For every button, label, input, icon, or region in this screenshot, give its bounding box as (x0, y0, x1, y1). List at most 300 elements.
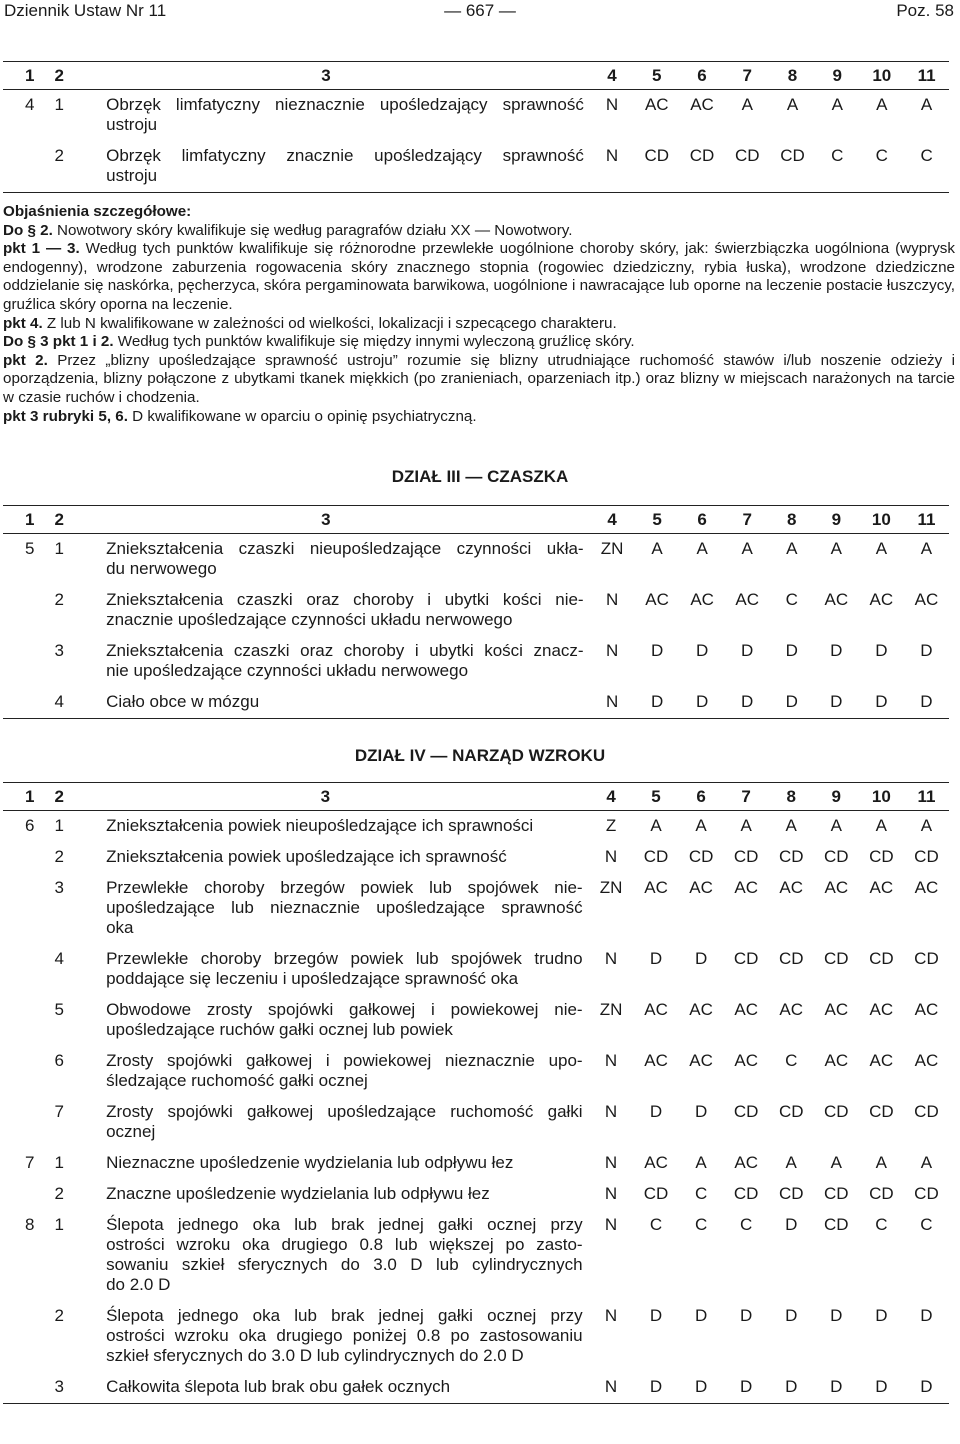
category-value: C (785, 590, 798, 609)
category-cell (859, 90, 904, 142)
journal-title: Dziennik Ustaw Nr 11 (4, 1, 167, 20)
table-row (3, 1148, 949, 1179)
category-cell (679, 141, 724, 193)
category-value: D (836, 1184, 849, 1203)
category-cell (589, 1179, 634, 1210)
column-header: 1 (3, 506, 34, 534)
category-value: D (785, 1306, 798, 1325)
category-value: C (656, 95, 669, 114)
category-cell (679, 944, 724, 995)
category-cell (725, 534, 770, 586)
condition-description (68, 995, 589, 1046)
condition-description (68, 1148, 589, 1179)
section-number (3, 1097, 34, 1148)
note-lead: Do § 2. (3, 221, 53, 239)
note-lead: pkt 3 rubryki 5, 6. (3, 407, 128, 425)
category-value: C (790, 1000, 804, 1019)
page-number: — 667 — (444, 1, 516, 20)
category-value: C (835, 878, 849, 897)
category-cell (814, 534, 859, 586)
category-value: C (778, 949, 792, 968)
category-value: C (778, 1102, 792, 1121)
condition-description (68, 842, 589, 873)
category-cell (814, 1210, 859, 1301)
category-value: A (920, 539, 933, 558)
note-text: Według tych punktów kwalifikuje się różnorodne przewlekłe uogólnione choroby skóry, jak: świerzbiączka uogólniona (wyprysk endogenny), wrodzone zaburzenia rogowacenia skóry znacznego stopnia (rogowiec dziedziczny, rybia łuska), wrodzone dziedziczne oddzielanie się naskórka, pęcherzyca, skóra pergaminowata barwikowa, uogólnione i nawracające lub oporne na leczenie postacie łuszczycy, gruźlica skóry oporna na leczenie. (3, 240, 955, 313)
category-value: C (869, 949, 882, 968)
category-cell (904, 1301, 949, 1372)
section-number (3, 141, 34, 193)
table-row (3, 1097, 949, 1148)
category-value: D (791, 847, 804, 866)
category-value: Z (599, 878, 611, 897)
category-value: D (920, 1377, 933, 1396)
category-cell (724, 1210, 769, 1301)
description-line: nie upośledzające czynności układu nerwowego (106, 661, 469, 680)
category-cell (859, 1372, 904, 1404)
column-header: 9 (814, 783, 859, 811)
category-cell (634, 873, 679, 944)
category-value: C (701, 95, 714, 114)
category-cell (590, 141, 634, 193)
category-cell (589, 811, 634, 843)
page-header (0, 0, 960, 26)
description-line: Zniekształcenia czaszki oraz choroby i ubytki kości nie- (106, 590, 584, 609)
category-cell (634, 1148, 679, 1179)
category-value: C (745, 878, 758, 897)
category-value: C (656, 590, 669, 609)
column-header: 5 (634, 62, 679, 90)
condition-description (68, 1372, 589, 1404)
category-cell (814, 1372, 859, 1404)
category-value: A (920, 95, 933, 114)
category-cell (904, 995, 949, 1046)
category-cell (769, 811, 814, 843)
category-value: A (914, 590, 926, 609)
category-cell (589, 1046, 634, 1097)
column-header: 8 (770, 506, 814, 534)
category-value: D (746, 949, 759, 968)
condition-description (68, 1046, 589, 1097)
condition-description (68, 1097, 589, 1148)
category-value: D (836, 949, 849, 968)
category-value: A (869, 590, 881, 609)
column-header: 7 (725, 506, 770, 534)
header-row (3, 506, 949, 534)
category-cell (590, 687, 635, 719)
section-number (3, 1372, 34, 1404)
category-value: C (831, 146, 844, 165)
description-line: upośledzające lub nieznacznie upośledzające sprawność (106, 898, 583, 917)
category-value: C (925, 1051, 939, 1070)
column-header: 4 (589, 783, 634, 811)
category-cell (634, 1179, 679, 1210)
category-cell (679, 1097, 724, 1148)
category-value: A (695, 1153, 707, 1172)
item-number: 2 (54, 1306, 64, 1325)
category-cell (904, 534, 949, 586)
description-line: ostrości wzroku oka drugiego poniżej 0.8 po zastosowaniu (106, 1326, 583, 1345)
category-value: C (746, 590, 759, 609)
category-value: D (741, 641, 754, 660)
condition-description (68, 811, 589, 843)
category-value: C (925, 878, 939, 897)
category-cell (724, 1179, 769, 1210)
category-cell (769, 944, 814, 995)
category-value: D (881, 1184, 894, 1203)
category-value: C (745, 1000, 758, 1019)
condition-description (68, 1210, 589, 1301)
category-value: D (836, 847, 849, 866)
condition-description (68, 1179, 589, 1210)
category-value: D (740, 1306, 753, 1325)
category-cell (815, 141, 859, 193)
column-header: 5 (634, 783, 679, 811)
description-line: Ślepota jednego oka lub brak jednej gałki ocznej przy (106, 1215, 583, 1234)
category-value: C (920, 1215, 933, 1234)
note-text: Według tych punktów kwalifikuje się między innymi wyleczoną gruźlicę skóry. (113, 333, 635, 351)
description-line: do 2.0 D (106, 1275, 171, 1294)
column-header: 2 (34, 506, 68, 534)
condition-description (68, 585, 590, 636)
category-cell (634, 1301, 679, 1372)
category-value: A (824, 590, 836, 609)
category-value: C (688, 847, 702, 866)
category-value: C (824, 1215, 837, 1234)
section-number (3, 1301, 34, 1372)
category-value: C (733, 847, 747, 866)
category-value: D (791, 1184, 804, 1203)
category-value: A (779, 1000, 791, 1019)
category-value: N (605, 146, 619, 165)
category-value: A (875, 539, 888, 558)
description-line: Przewlekłe choroby brzegów powiek lub spojówek trudno (106, 949, 583, 968)
category-value: A (786, 539, 798, 558)
category-value: D (656, 847, 669, 866)
category-cell (770, 687, 814, 719)
condition-description (68, 944, 589, 995)
category-cell (769, 873, 814, 944)
item-number: 3 (34, 1372, 68, 1404)
category-cell (725, 141, 770, 193)
category-value: A (734, 878, 746, 897)
category-value: N (604, 949, 618, 968)
category-value: A (741, 95, 753, 114)
section-number (3, 995, 34, 1046)
category-value: A (914, 1051, 926, 1070)
category-value: A (824, 878, 836, 897)
category-value: A (689, 1000, 701, 1019)
category-cell (859, 687, 904, 719)
item-number: 1 (54, 539, 64, 558)
item-number: 2 (34, 141, 68, 193)
category-value: C (875, 146, 888, 165)
table-vision (3, 782, 949, 1404)
table-row (3, 687, 949, 719)
category-cell (770, 534, 814, 586)
category-value: D (785, 641, 798, 660)
category-cell (679, 842, 724, 873)
category-value: D (694, 1377, 708, 1396)
column-header: 8 (769, 783, 814, 811)
category-cell (679, 1046, 724, 1097)
item-number: 1 (54, 1153, 64, 1172)
category-cell (724, 811, 769, 843)
description-line: Całkowita ślepota lub brak obu gałek ocznych (106, 1377, 451, 1396)
category-value: A (734, 1000, 746, 1019)
category-value: C (914, 949, 927, 968)
category-value: A (830, 816, 842, 835)
category-cell (814, 1179, 859, 1210)
category-cell (725, 687, 770, 719)
category-value: N (604, 1184, 618, 1203)
column-header: 11 (904, 62, 949, 90)
category-value: D (785, 1377, 798, 1396)
category-cell (769, 1210, 814, 1301)
category-value: D (702, 146, 715, 165)
note-lead: pkt 4. (3, 314, 43, 332)
category-value: D (926, 1102, 939, 1121)
column-header: 1 (3, 783, 34, 811)
category-value: A (869, 878, 881, 897)
category-value: A (645, 590, 657, 609)
category-cell (724, 873, 769, 944)
item-number: 2 (54, 847, 64, 866)
category-cell (814, 687, 859, 719)
category-value: D (881, 949, 894, 968)
description-line: ostrości wzroku oka drugiego 0.8 lub większej po zasto- (106, 1235, 583, 1254)
column-header: 11 (904, 783, 949, 811)
category-cell (724, 1046, 769, 1097)
column-header: 3 (68, 506, 590, 534)
category-value: D (649, 1377, 663, 1396)
column-header: 11 (904, 506, 949, 534)
category-cell (814, 1301, 859, 1372)
column-header: 6 (680, 506, 725, 534)
category-value: A (831, 95, 843, 114)
category-value: C (835, 1000, 849, 1019)
category-cell (904, 585, 949, 636)
category-value: D (741, 692, 754, 711)
category-value: C (914, 847, 927, 866)
description-line: szkieł sferycznych do 3.0 D lub cylindrycznych do 2.0 D (106, 1346, 524, 1365)
category-cell (589, 842, 634, 873)
category-cell (904, 687, 949, 719)
category-value: C (824, 847, 837, 866)
item-number: 1 (54, 95, 64, 114)
category-value: C (778, 847, 792, 866)
table-row (3, 636, 949, 687)
category-value: C (655, 1000, 668, 1019)
column-header: 3 (68, 783, 589, 811)
description-line: Zniekształcenia czaszki nieupośledzające czynności ukła- (106, 539, 584, 558)
category-cell (814, 811, 859, 843)
category-cell (814, 944, 859, 995)
note-text: Przez „blizny upośledzające sprawność ustroju” rozumie się blizny utrudniające ruchomość stawów i/lub noszenie odzieży i oporządzenia, blizny połączone z ubytkami tkanek miękkich (po zranieniach, oparzeniach itp.) oraz blizny w miejscach narażonych na tarcie w czasie ruchów i chodzenia. (3, 351, 955, 406)
category-cell (859, 995, 904, 1046)
category-cell (590, 534, 635, 586)
category-cell (814, 1097, 859, 1148)
category-value: A (644, 1051, 656, 1070)
category-cell (679, 1179, 724, 1210)
category-cell (904, 90, 949, 142)
category-value: D (695, 641, 709, 660)
category-cell (859, 842, 904, 873)
table-row (3, 944, 949, 995)
category-value: C (643, 847, 657, 866)
category-cell (634, 90, 679, 142)
item-number: 1 (54, 816, 64, 835)
column-header: 2 (34, 783, 68, 811)
category-cell (634, 944, 679, 995)
column-header: 5 (635, 506, 680, 534)
category-value: C (655, 1153, 668, 1172)
category-value: D (836, 1215, 849, 1234)
category-value: D (694, 949, 708, 968)
table-row (3, 1210, 949, 1301)
category-cell (590, 636, 635, 687)
category-cell (770, 90, 815, 142)
category-cell (635, 585, 680, 636)
item-number: 3 (54, 878, 64, 897)
category-cell (904, 811, 949, 843)
category-cell (859, 1148, 904, 1179)
category-value: C (689, 146, 702, 165)
description-line: upośledzające ruchów gałki ocznej lub powiek (106, 1020, 453, 1039)
table-row (3, 1179, 949, 1210)
condition-description (68, 141, 590, 193)
category-value: A (644, 1000, 656, 1019)
category-cell (680, 585, 725, 636)
category-cell (769, 1301, 814, 1372)
category-value: D (920, 641, 933, 660)
category-cell (724, 842, 769, 873)
category-value: D (926, 847, 939, 866)
category-cell (680, 534, 725, 586)
category-value: N (610, 878, 623, 897)
category-value: A (830, 1153, 842, 1172)
category-cell (769, 1046, 814, 1097)
column-header: 3 (68, 62, 590, 90)
category-value: D (656, 146, 670, 165)
category-value: N (604, 1215, 618, 1234)
category-value: C (869, 1184, 882, 1203)
description-line: ustroju (106, 115, 158, 134)
description-line: Obrzęk limfatyczny znacznie upośledzający sprawność (106, 146, 584, 165)
category-cell (679, 90, 724, 142)
category-cell (814, 636, 859, 687)
category-cell (770, 636, 814, 687)
category-value: D (649, 1102, 663, 1121)
description-line: du nerwowego (106, 559, 217, 578)
category-value: D (791, 949, 804, 968)
table-row (3, 534, 949, 586)
category-cell (634, 1372, 679, 1404)
section-number: 5 (25, 539, 35, 558)
description-line: Znaczne upośledzenie wydzielania lub odpływu łez (106, 1184, 490, 1203)
section-number (3, 873, 34, 944)
category-value: D (650, 641, 664, 660)
category-cell (769, 1179, 814, 1210)
category-cell (724, 1097, 769, 1148)
category-cell (589, 1301, 634, 1372)
category-value: C (869, 847, 882, 866)
category-value: C (733, 1184, 747, 1203)
item-number: 2 (54, 590, 64, 609)
category-value: D (830, 692, 843, 711)
description-line: Ciało obce w mózgu (106, 692, 260, 711)
description-line: poddające się leczeniu i upośledzające sprawność oka (106, 969, 519, 988)
category-value: C (655, 878, 668, 897)
category-value: C (643, 1184, 657, 1203)
table-row (3, 90, 949, 142)
category-value: D (649, 949, 663, 968)
category-value: D (881, 847, 894, 866)
category-value: D (694, 1102, 708, 1121)
section-number (3, 636, 34, 687)
condition-description (68, 1301, 589, 1372)
category-value: C (835, 590, 849, 609)
category-value: D (792, 146, 805, 165)
category-value: D (926, 1184, 939, 1203)
category-value: N (604, 1306, 618, 1325)
category-cell (814, 1046, 859, 1097)
notes-heading: Objaśnienia szczegółowe: (3, 203, 192, 220)
category-value: D (650, 692, 664, 711)
category-value: C (824, 949, 837, 968)
category-cell (634, 1046, 679, 1097)
category-value: C (914, 1184, 927, 1203)
category-cell (589, 995, 634, 1046)
category-cell (634, 141, 679, 193)
note-lead: pkt 1 — 3. (3, 240, 80, 258)
section-title-skull: DZIAŁ III — CZASZKA (391, 467, 569, 486)
category-value: C (733, 949, 747, 968)
category-cell (634, 811, 679, 843)
item-number: 4 (34, 687, 68, 719)
category-value: C (644, 146, 657, 165)
category-value: C (700, 1000, 713, 1019)
description-line: Nieznaczne upośledzenie wydzielania lub odpływu łez (106, 1153, 514, 1172)
category-value: A (644, 95, 657, 114)
description-line: Obwodowe zrosty spojówki gałkowej i powiekowej nie- (106, 1000, 583, 1019)
category-value: C (734, 146, 748, 165)
category-cell (725, 585, 770, 636)
description-line: Zniekształcenia powiek upośledzające ich sprawność (106, 847, 507, 866)
category-value: C (880, 1051, 894, 1070)
category-value: D (649, 1306, 663, 1325)
column-header: 10 (859, 62, 904, 90)
condition-description (68, 873, 589, 944)
column-header: 7 (724, 783, 769, 811)
column-header: 9 (814, 506, 859, 534)
item-number: 5 (54, 1000, 64, 1019)
category-cell (769, 1097, 814, 1148)
category-value: A (734, 1153, 746, 1172)
category-cell (589, 1210, 634, 1301)
category-value: A (869, 1000, 881, 1019)
category-value: Z (600, 539, 612, 558)
category-value: Z (599, 1000, 611, 1019)
category-value: N (604, 1102, 618, 1121)
column-header: 4 (590, 62, 634, 90)
category-value: A (920, 816, 933, 835)
category-cell (635, 687, 680, 719)
description-line: oka (106, 918, 134, 937)
category-cell (904, 1372, 949, 1404)
category-value: A (644, 1153, 656, 1172)
category-value: C (694, 1215, 708, 1234)
